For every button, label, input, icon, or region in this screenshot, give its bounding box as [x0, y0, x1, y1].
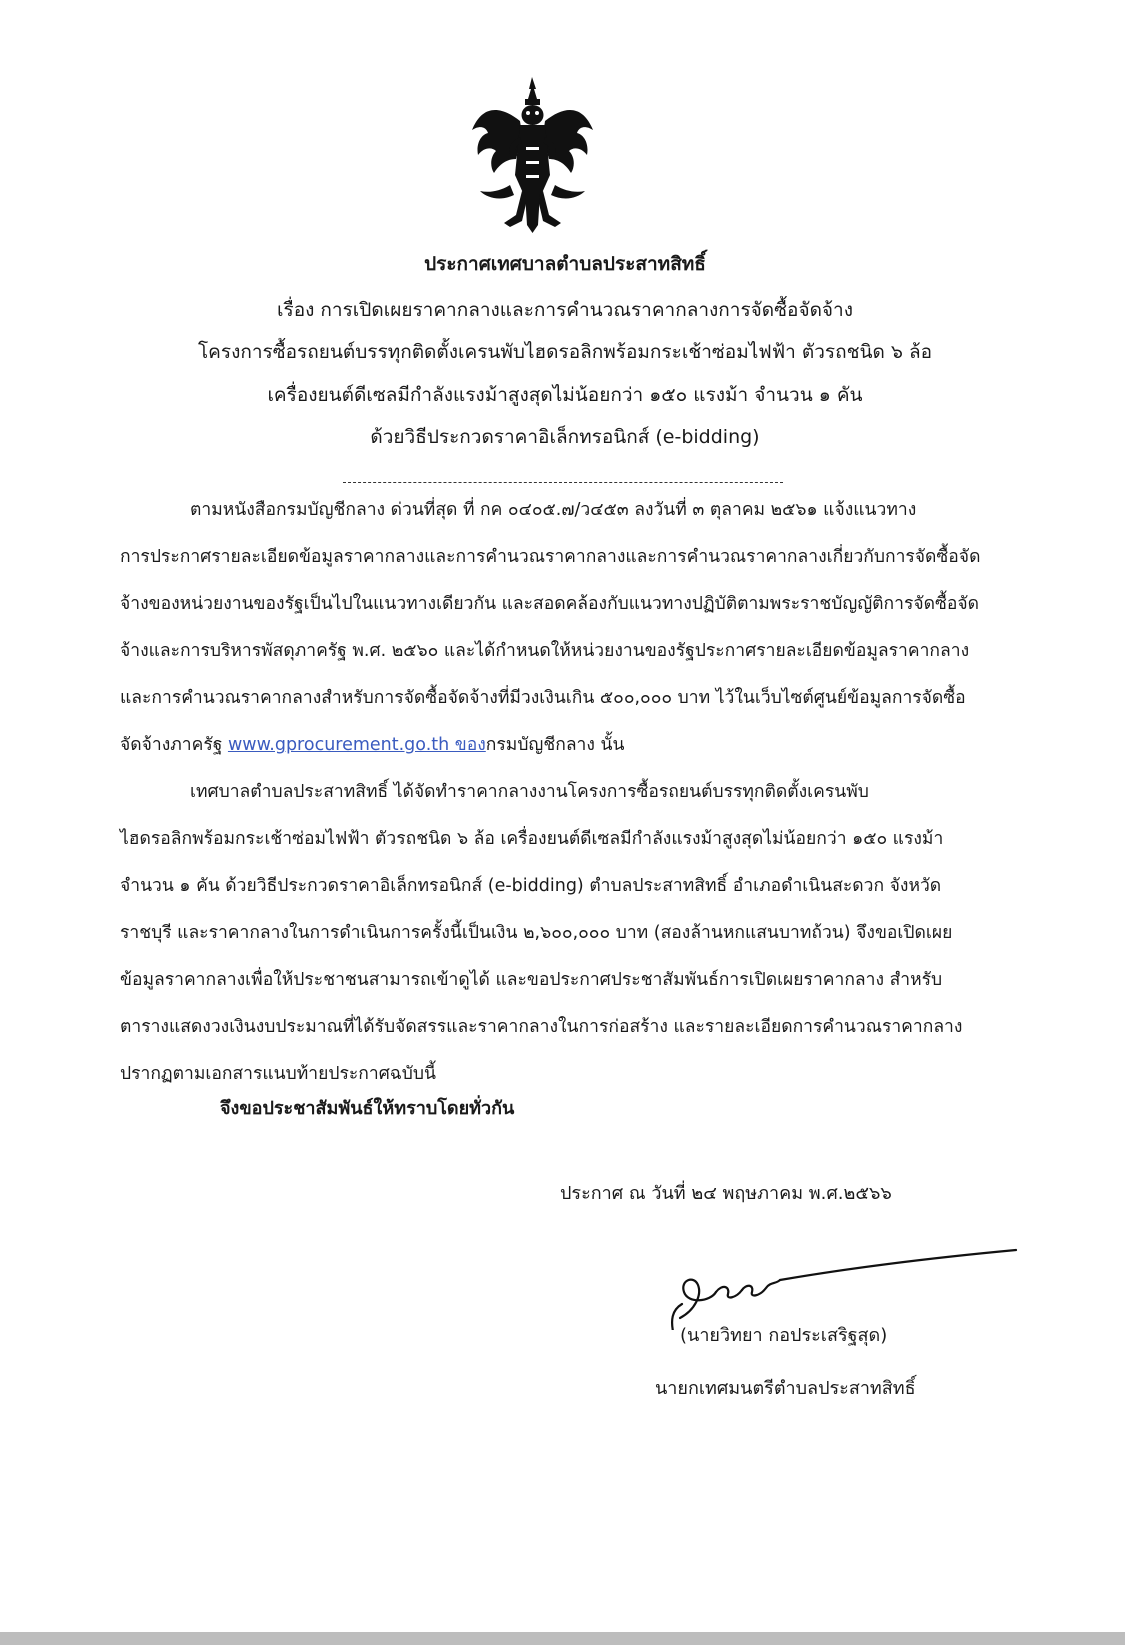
garuda-emblem-icon — [470, 75, 595, 235]
paragraph-line: จำนวน ๑ คัน ด้วยวิธีประกวดราคาอิเล็กทรอนิกส์ (e-bidding) ตำบลประสาทสิทธิ์ อำเภอดำเนินสะดวก จังหวัด — [120, 876, 942, 896]
subject-line: เรื่อง การเปิดเผยราคากลางและการคำนวณราคากลางการจัดซื้อจัดจ้าง — [277, 299, 853, 321]
paragraph-text: กรมบัญชีกลาง นั้น — [485, 735, 625, 755]
paragraph-line — [120, 733, 624, 757]
subject-line: โครงการซื้อรถยนต์บรรทุกติดตั้งเครนพับไฮดรอลิกพร้อมกระเช้าซ่อมไฟฟ้า ตัวรถชนิด ๖ ล้อ — [197, 341, 933, 363]
paragraph-line: ข้อมูลราคากลางเพื่อให้ประชาชนสามารถเข้าดูได้ และขอประกาศประชาสัมพันธ์การเปิดเผยราคากลาง สำหรับ — [120, 970, 943, 990]
paragraph-line: ไฮดรอลิกพร้อมกระเช้าซ่อมไฟฟ้า ตัวรถชนิด ๖ ล้อ เครื่องยนต์ดีเซลมีกำลังแรงม้าสูงสุดไม่น้อยกว่า ๑๕๐ แรงม้า — [120, 829, 944, 849]
paragraph-line: ตามหนังสือกรมบัญชีกลาง ด่วนที่สุด ที่ กค ๐๔๐๕.๗/ว๔๕๓ ลงวันที่ ๓ ตุลาคม ๒๕๖๑ แจ้งแนวทาง — [190, 500, 917, 520]
paragraph-line: จ้างของหน่วยงานของรัฐเป็นไปในแนวทางเดียวกัน และสอดคล้องกับแนวทางปฏิบัติตามพระราชบัญญัติการจัดซื้อจัด — [120, 594, 979, 614]
paragraph-line: และการคำนวณราคากลางสำหรับการจัดซื้อจัดจ้างที่มีวงเงินเกิน ๕๐๐,๐๐๐ บาท ไว้ในเว็บไซต์ศูนย์ข้อมูลการจัดซื้อ — [120, 688, 966, 708]
closing-statement: จึงขอประชาสัมพันธ์ให้ทราบโดยทั่วกัน — [220, 1098, 515, 1119]
paragraph-line: การประกาศรายละเอียดข้อมูลราคากลางและการคำนวณราคากลางและการคำนวณราคากลางเกี่ยวกับการจัดซื้อจัด — [120, 547, 981, 567]
paragraph-line: ราชบุรี และราคากลางในการดำเนินการครั้งนี้เป็นเงิน ๒,๖๐๐,๐๐๐ บาท (สองล้านหกแสนบาทถ้วน) จึงขอเปิดเผย — [120, 923, 953, 943]
paragraph-line: ปรากฏตามเอกสารแนบท้ายประกาศฉบับนี้ — [120, 1064, 436, 1084]
handwritten-signature — [650, 1240, 1020, 1330]
separator-line — [343, 482, 783, 483]
page-title: ประกาศเทศบาลตำบลประสาทสิทธิ์ — [424, 253, 706, 275]
paragraph-line: ตารางแสดงวงเงินงบประมาณที่ได้รับจัดสรรและราคากลางในการก่อสร้าง และรายละเอียดการคำนวณราคากลาง — [120, 1017, 963, 1037]
subject-line: เครื่องยนต์ดีเซลมีกำลังแรงม้าสูงสุดไม่น้อยกว่า ๑๕๐ แรงม้า จำนวน ๑ คัน — [267, 384, 863, 406]
signer-title: นายกเทศมนตรีตำบลประสาทสิทธิ์ — [655, 1378, 916, 1399]
paragraph-text: จัดจ้างภาครัฐ — [120, 735, 228, 755]
announcement-date: ประกาศ ณ วันที่ ๒๔ พฤษภาคม พ.ศ.๒๕๖๖ — [560, 1183, 892, 1204]
gprocurement-link[interactable]: www.gprocurement.go.th ของ — [227, 735, 486, 755]
paragraph-line: จ้างและการบริหารพัสดุภาครัฐ พ.ศ. ๒๕๖๐ และได้กำหนดให้หน่วยงานของรัฐประกาศรายละเอียดข้อมูลราคากลาง — [120, 641, 970, 661]
scan-edge — [0, 1632, 1125, 1645]
subject-line: ด้วยวิธีประกวดราคาอิเล็กทรอนิกส์ (e-bidding) — [370, 426, 760, 448]
signer-name: (นายวิทยา กอประเสริฐสุด) — [680, 1325, 888, 1346]
paragraph-line: เทศบาลตำบลประสาทสิทธิ์ ได้จัดทำราคากลางงานโครงการซื้อรถยนต์บรรทุกติดตั้งเครนพับ — [190, 782, 869, 802]
